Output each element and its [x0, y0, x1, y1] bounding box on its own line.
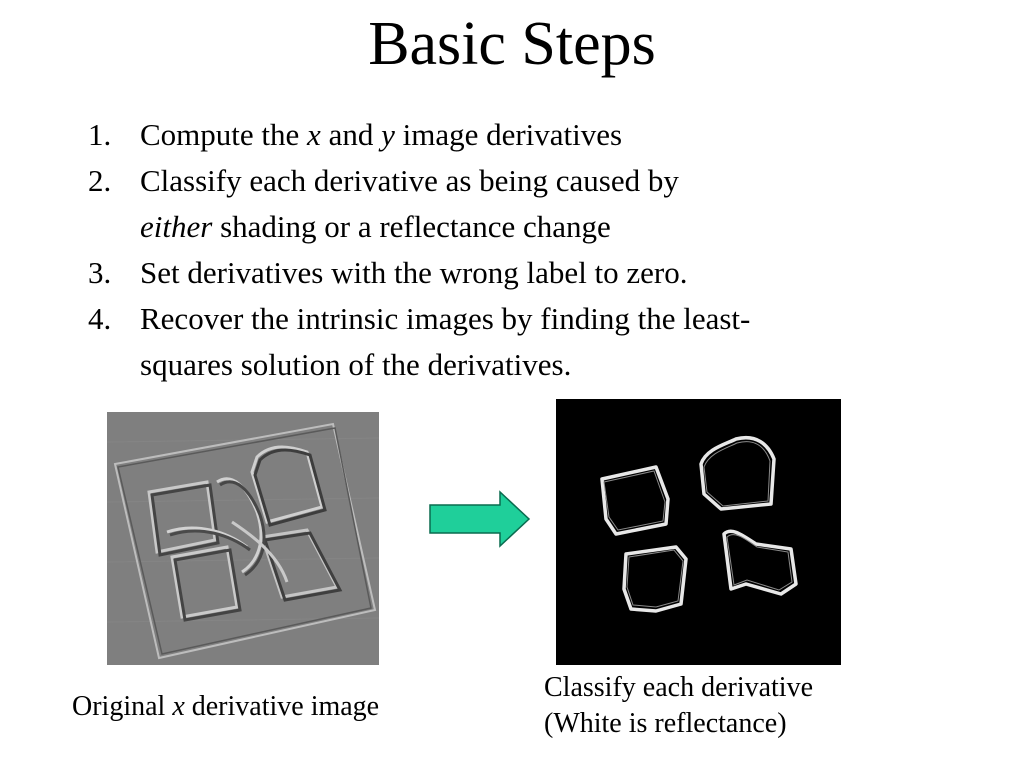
step-1 [88, 112, 968, 158]
caption-line: Classify each derivative [544, 672, 814, 703]
classified-derivative-image [556, 399, 841, 665]
step-number: 2. [88, 163, 112, 198]
x-derivative-image [107, 412, 379, 665]
step-text: Compute the x and y image derivatives [140, 117, 623, 152]
slide-title: Basic Steps [368, 10, 656, 78]
step-3 [88, 250, 968, 296]
caption-classify-derivative [544, 670, 813, 742]
step-number: 1. [88, 117, 112, 152]
step-number: 3. [88, 255, 112, 290]
step-text: Set derivatives with the wrong label to zero. [140, 255, 688, 290]
right-arrow-icon [428, 490, 532, 548]
step-number: 4. [88, 301, 112, 336]
caption-line: (White is reflectance) [544, 708, 787, 739]
steps-list [88, 112, 968, 388]
step-text: Classify each derivative as being caused by either shading or a reflectance change [140, 163, 679, 244]
caption-original-x-derivative: Original x derivative image [72, 691, 380, 722]
step-text: Recover the intrinsic images by finding the least- squares solution of the derivatives. [140, 301, 751, 382]
step-2 [88, 158, 968, 250]
step-4 [88, 296, 968, 388]
